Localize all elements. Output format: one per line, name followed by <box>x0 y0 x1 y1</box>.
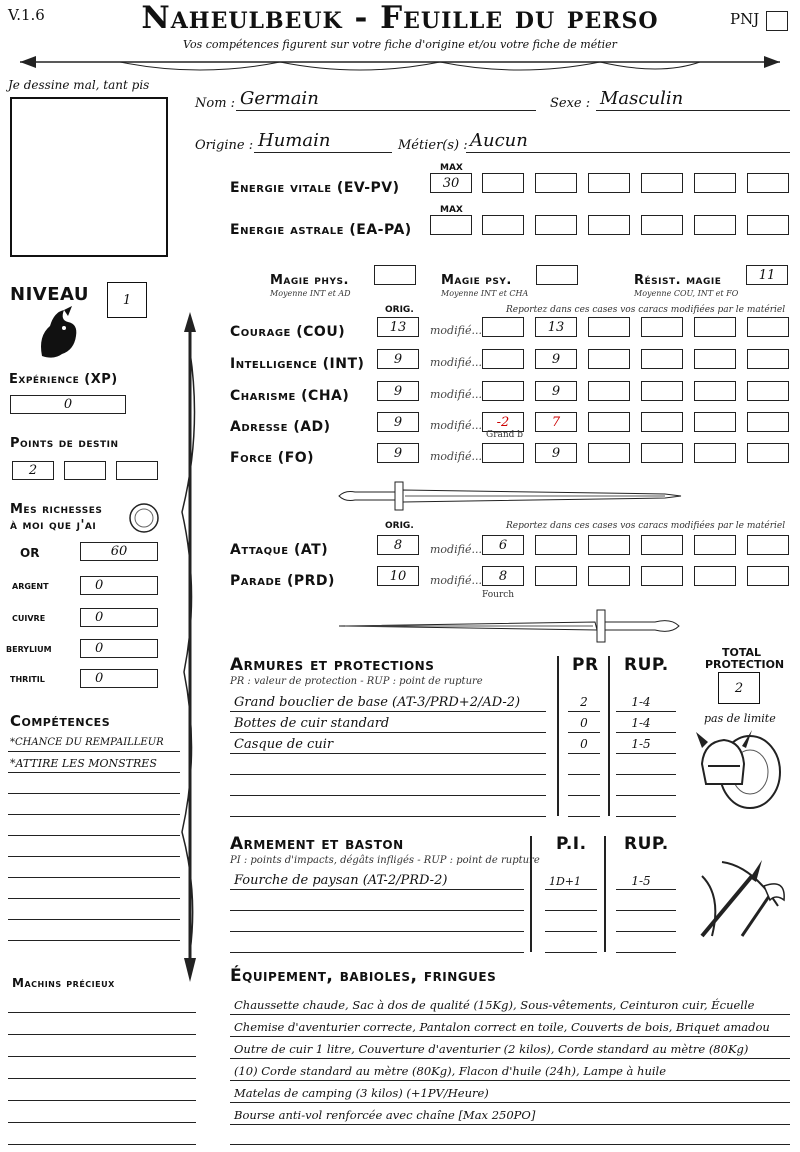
ev-box-4[interactable] <box>588 173 630 193</box>
carac-cou-mod-5[interactable] <box>694 317 736 337</box>
armure-line-1 <box>230 711 546 712</box>
armement-col-rup: RUP. <box>624 834 669 854</box>
competences-label: Compétences <box>10 712 111 730</box>
competence-line-7 <box>8 877 180 878</box>
berylium-box[interactable]: 0 <box>80 639 158 658</box>
sexe-value[interactable]: Masculin <box>600 88 684 109</box>
carac-int-mod-1[interactable] <box>482 349 524 369</box>
equipement-title: Équipement, babioles, fringues <box>230 966 497 986</box>
carac-int-modifie: modifié... <box>430 356 482 369</box>
armure-row-3-pr[interactable]: 0 <box>580 737 588 751</box>
carac-fo-mod-3[interactable] <box>588 443 630 463</box>
ea-box-3[interactable] <box>535 215 577 235</box>
competence-line-8 <box>8 898 180 899</box>
cuivre-label: cuivre <box>12 611 46 624</box>
cuivre-box[interactable]: 0 <box>80 608 158 627</box>
arme-line-2-pi <box>545 910 597 911</box>
equipement-rule-5 <box>230 1102 790 1103</box>
destin-box-2[interactable] <box>64 461 106 480</box>
attaque-mod-5[interactable] <box>694 535 736 555</box>
carac-cha-mod-1[interactable] <box>482 381 524 401</box>
pas-de-limite-label: pas de limite <box>704 712 776 725</box>
carac-int-orig[interactable]: 9 <box>377 349 419 369</box>
combat-orig-label: ORIG. <box>385 521 414 531</box>
thritil-label: thritil <box>10 672 45 685</box>
armure-row-3-rup[interactable]: 1-5 <box>631 737 651 751</box>
competence-line-9 <box>8 919 180 920</box>
armure-line-5 <box>230 795 546 796</box>
competence-2[interactable]: *ATTIRE LES MONSTRES <box>10 757 157 770</box>
thritil-box[interactable]: 0 <box>80 669 158 688</box>
carac-ad-mod-2[interactable]: 7 <box>535 412 577 432</box>
helmet-shield-icon <box>694 728 786 814</box>
attaque-modifie: modifié... <box>430 543 482 556</box>
parade-mod-3[interactable] <box>588 566 630 586</box>
arme-line-4 <box>230 952 524 953</box>
carac-cha-mod-4[interactable] <box>641 381 683 401</box>
carac-cou-orig[interactable]: 13 <box>377 317 419 337</box>
equipement-rule-2 <box>230 1036 790 1037</box>
combat-note: Reportez dans ces cases vos caracs modifiées par le matériel <box>506 521 786 531</box>
total-protection-label-1: TOTAL <box>722 646 762 659</box>
resist-magie-label: Résist. magie <box>634 273 722 288</box>
parade-mod-2[interactable] <box>535 566 577 586</box>
metier-label: Métier(s) : <box>398 138 468 153</box>
armure-row-2-rup[interactable]: 1-4 <box>631 716 651 730</box>
coin-icon <box>128 502 160 534</box>
carac-cou-mod-4[interactable] <box>641 317 683 337</box>
carac-fo-modifie: modifié... <box>430 450 482 463</box>
competence-line-6 <box>8 856 180 857</box>
carac-ad-orig[interactable]: 9 <box>377 412 419 432</box>
carac-ad-mod-4[interactable] <box>641 412 683 432</box>
equipement-line-1[interactable]: Chaussette chaude, Sac à dos de qualité (15Kg), Sous-vêtements, Ceinturon cuir, Écuelle <box>234 998 755 1012</box>
arme-row-1-rup[interactable]: 1-5 <box>631 874 651 888</box>
caracs-note: Reportez dans ces cases vos caracs modifiées par le matériel <box>506 305 786 315</box>
machins-line-7 <box>8 1144 196 1145</box>
or-label: OR <box>20 546 40 560</box>
ev-box-5[interactable] <box>641 173 683 193</box>
armure-line-6 <box>230 816 546 817</box>
carac-fo-mod-5[interactable] <box>694 443 736 463</box>
armure-line-6-pr <box>568 816 600 817</box>
attaque-orig[interactable]: 8 <box>377 535 419 555</box>
carac-ad-modifie: modifié... <box>430 419 482 432</box>
armement-divider-2 <box>604 836 606 952</box>
resist-magie-box[interactable]: 11 <box>746 265 788 285</box>
armure-line-5-pr <box>568 795 600 796</box>
ea-box-7[interactable] <box>747 215 789 235</box>
destin-label: Points de destin <box>10 436 119 451</box>
arme-line-4-rup <box>616 952 676 953</box>
competence-line-3 <box>8 793 180 794</box>
machins-line-5 <box>8 1100 196 1101</box>
machins-line-4 <box>8 1078 196 1079</box>
carac-int-mod-4[interactable] <box>641 349 683 369</box>
armures-divider-1 <box>557 656 559 816</box>
carac-int-label: Intelligence (INT) <box>230 356 365 372</box>
origine-line <box>254 152 392 153</box>
sword-icon-2 <box>335 606 685 646</box>
carac-cha-mod-5[interactable] <box>694 381 736 401</box>
equipement-line-2[interactable]: Chemise d'aventurier correcte, Pantalon correct en toile, Couverts de bois, Briquet amadou <box>234 1020 770 1034</box>
armure-row-3-name[interactable]: Casque de cuir <box>234 737 334 752</box>
portrait-box[interactable] <box>10 97 168 257</box>
ev-label: Energie vitale (EV-PV) <box>230 180 400 196</box>
caracs-orig-label: ORIG. <box>385 305 414 315</box>
or-box[interactable]: 60 <box>80 542 158 561</box>
ea-box-2[interactable] <box>482 215 524 235</box>
carac-int-mod-6[interactable] <box>747 349 789 369</box>
equipement-line-5[interactable]: Matelas de camping (3 kilos) (+1PV/Heure) <box>234 1086 489 1100</box>
carac-cou-label: Courage (COU) <box>230 324 346 340</box>
carac-ad-mod-3[interactable] <box>588 412 630 432</box>
equipement-rule-1 <box>230 1014 790 1015</box>
carac-int-mod-3[interactable] <box>588 349 630 369</box>
arme-line-2 <box>230 910 524 911</box>
carac-fo-mod-1[interactable] <box>482 443 524 463</box>
competence-line-5 <box>8 835 180 836</box>
richesses-label-2: à moi que j'ai <box>10 518 97 533</box>
page-subtitle: Vos compétences figurent sur votre fiche d'origine et/ou votre fiche de métier <box>183 38 617 51</box>
magie-psy-box[interactable] <box>536 265 578 285</box>
armure-line-2-rup <box>616 732 676 733</box>
carac-ad-label: Adresse (AD) <box>230 419 331 435</box>
armure-line-2-pr <box>568 732 600 733</box>
niveau-label: NIVEAU <box>10 284 89 305</box>
parade-note: Fourch <box>482 590 515 600</box>
carac-fo-mod-2[interactable]: 9 <box>535 443 577 463</box>
origine-value[interactable]: Humain <box>258 130 331 151</box>
arme-line-4-pi <box>545 952 597 953</box>
ev-box-6[interactable] <box>694 173 736 193</box>
carac-cha-mod-2[interactable]: 9 <box>535 381 577 401</box>
armure-line-3-pr <box>568 753 600 754</box>
machins-label: Machins précieux <box>12 976 115 990</box>
armure-line-5-rup <box>616 795 676 796</box>
ea-max-label: MAX <box>440 205 463 215</box>
armure-row-2-name[interactable]: Bottes de cuir standard <box>234 716 390 731</box>
armures-sub: PR : valeur de protection - RUP : point de rupture <box>230 676 483 687</box>
armure-line-3 <box>230 753 546 754</box>
richesses-label-1: Mes richesses <box>10 502 103 517</box>
arme-row-1-pi[interactable]: 1D+1 <box>548 875 582 888</box>
equipement-rule-7 <box>230 1144 790 1145</box>
sword-icon <box>335 478 685 514</box>
carac-cha-label: Charisme (CHA) <box>230 388 350 404</box>
carac-fo-mod-4[interactable] <box>641 443 683 463</box>
armures-divider-2 <box>608 656 610 816</box>
berylium-label: berylium <box>6 642 52 655</box>
resist-magie-sub: Moyenne COU, INT et FO <box>634 289 739 298</box>
arme-line-3-pi <box>545 931 597 932</box>
carac-ad-mod-5[interactable] <box>694 412 736 432</box>
portrait-label: Je dessine mal, tant pis <box>8 78 150 92</box>
competence-line-1 <box>8 751 180 752</box>
ev-max-box[interactable]: 30 <box>430 173 472 193</box>
arme-row-1-name[interactable]: Fourche de paysan (AT-2/PRD-2) <box>234 873 448 888</box>
armure-line-2 <box>230 732 546 733</box>
xp-label: Expérience (XP) <box>9 372 118 387</box>
page-title: Naheulbeuk - Feuille du perso <box>141 0 659 36</box>
staff-icon <box>178 312 202 982</box>
arme-line-1-pi <box>545 889 597 890</box>
ev-box-7[interactable] <box>747 173 789 193</box>
magie-phys-label: Magie phys. <box>270 273 349 288</box>
carac-fo-mod-6[interactable] <box>747 443 789 463</box>
parade-mod-5[interactable] <box>694 566 736 586</box>
armures-title: Armures et protections <box>230 655 435 675</box>
ev-box-3[interactable] <box>535 173 577 193</box>
armure-row-1-rup[interactable]: 1-4 <box>631 695 651 709</box>
armure-line-6-rup <box>616 816 676 817</box>
ea-box-4[interactable] <box>588 215 630 235</box>
sexe-line <box>596 110 790 111</box>
armures-col-rup: RUP. <box>624 655 669 675</box>
dragon-icon <box>34 306 82 362</box>
destin-box-1[interactable]: 2 <box>12 461 54 480</box>
attaque-mod-3[interactable] <box>588 535 630 555</box>
carac-cha-orig[interactable]: 9 <box>377 381 419 401</box>
parade-label: Parade (PRD) <box>230 573 335 589</box>
arme-line-3 <box>230 931 524 932</box>
arme-line-3-rup <box>616 931 676 932</box>
xp-box[interactable]: 0 <box>10 395 126 414</box>
ea-box-6[interactable] <box>694 215 736 235</box>
argent-box[interactable]: 0 <box>80 576 158 595</box>
armement-title: Armement et baston <box>230 834 404 854</box>
ea-box-5[interactable] <box>641 215 683 235</box>
competence-line-2 <box>8 772 180 773</box>
total-protection-box[interactable]: 2 <box>718 672 760 704</box>
attaque-mod-4[interactable] <box>641 535 683 555</box>
carac-cou-mod-6[interactable] <box>747 317 789 337</box>
equipement-line-3[interactable]: Outre de cuir 1 litre, Couverture d'aventurier (2 kilos), Corde standard au mètre (80Kg) <box>234 1042 749 1056</box>
metier-value[interactable]: Aucun <box>470 130 528 151</box>
nom-value[interactable]: Germain <box>240 88 319 109</box>
carac-int-mod-2[interactable]: 9 <box>535 349 577 369</box>
destin-box-3[interactable] <box>116 461 158 480</box>
total-protection-label-2: PROTECTION <box>705 658 785 671</box>
machins-line-3 <box>8 1056 196 1057</box>
machins-line-6 <box>8 1122 196 1123</box>
parade-mod-4[interactable] <box>641 566 683 586</box>
equipement-rule-6 <box>230 1124 790 1125</box>
ea-max-box[interactable] <box>430 215 472 235</box>
arme-line-2-rup <box>616 910 676 911</box>
carac-ad-note: Grand b <box>486 430 524 440</box>
carac-cou-mod-3[interactable] <box>588 317 630 337</box>
carac-cha-mod-6[interactable] <box>747 381 789 401</box>
machins-line-1 <box>8 1012 196 1013</box>
armement-sub: PI : points d'impacts, dégâts infligés - RUP : point de rupture <box>230 855 540 866</box>
equipement-line-6[interactable]: Bourse anti-vol renforcée avec chaîne [Max 250PO] <box>234 1108 536 1122</box>
ea-label: Energie astrale (EA-PA) <box>230 222 412 238</box>
machins-line-2 <box>8 1034 196 1035</box>
metier-line <box>466 152 790 153</box>
argent-label: argent <box>12 579 49 592</box>
equipement-rule-3 <box>230 1058 790 1059</box>
magie-psy-sub: Moyenne INT et CHA <box>441 289 529 298</box>
sexe-label: Sexe : <box>550 96 591 111</box>
armures-col-pr: PR <box>572 655 599 675</box>
competence-1[interactable]: *CHANCE DU REMPAILLEUR <box>10 737 164 748</box>
competence-line-10 <box>8 940 180 941</box>
parade-modifie: modifié... <box>430 574 482 587</box>
ev-max-label: MAX <box>440 163 463 173</box>
carac-cou-mod-1[interactable] <box>482 317 524 337</box>
equipement-line-4[interactable]: (10) Corde standard au mètre (80Kg), Flacon d'huile (24h), Lampe à huile <box>234 1064 667 1078</box>
magie-psy-label: Magie psy. <box>441 273 512 288</box>
parade-orig[interactable]: 10 <box>377 566 419 586</box>
attaque-mod-2[interactable] <box>535 535 577 555</box>
carac-cou-mod-2[interactable]: 13 <box>535 317 577 337</box>
armure-row-1-pr[interactable]: 2 <box>580 695 588 709</box>
arme-line-1 <box>230 889 524 890</box>
nom-line <box>236 110 536 111</box>
carac-cha-mod-3[interactable] <box>588 381 630 401</box>
pnj-label: PNJ <box>730 10 760 28</box>
origine-label: Origine : <box>195 138 254 153</box>
armure-line-1-rup <box>616 711 676 712</box>
carac-cha-modifie: modifié... <box>430 388 482 401</box>
armure-row-2-pr[interactable]: 0 <box>580 716 588 730</box>
equipement-rule-4 <box>230 1080 790 1081</box>
attaque-mod-1[interactable]: 6 <box>482 535 524 555</box>
parade-mod-6[interactable] <box>747 566 789 586</box>
armure-line-4-pr <box>568 774 600 775</box>
version-label: V.1.6 <box>8 6 45 24</box>
armure-line-1-pr <box>568 711 600 712</box>
pnj-checkbox[interactable] <box>766 11 788 31</box>
weapons-icon <box>692 856 788 942</box>
attaque-mod-6[interactable] <box>747 535 789 555</box>
niveau-box[interactable]: 1 <box>107 282 147 318</box>
magie-phys-box[interactable] <box>374 265 416 285</box>
parade-mod-1[interactable]: 8 <box>482 566 524 586</box>
carac-fo-label: Force (FO) <box>230 450 315 466</box>
magie-phys-sub: Moyenne INT et AD <box>270 289 351 298</box>
armure-line-3-rup <box>616 753 676 754</box>
carac-ad-mod-6[interactable] <box>747 412 789 432</box>
carac-int-mod-5[interactable] <box>694 349 736 369</box>
armement-divider-1 <box>530 836 532 952</box>
armure-line-4 <box>230 774 546 775</box>
ev-box-2[interactable] <box>482 173 524 193</box>
armure-line-4-rup <box>616 774 676 775</box>
carac-fo-orig[interactable]: 9 <box>377 443 419 463</box>
arrow-divider-icon <box>0 50 800 80</box>
nom-label: Nom : <box>195 96 236 111</box>
arme-line-1-rup <box>616 889 676 890</box>
carac-ad-mod-1[interactable]: -2 <box>482 412 524 432</box>
armure-row-1-name[interactable]: Grand bouclier de base (AT-3/PRD+2/AD-2) <box>234 695 521 710</box>
attaque-label: Attaque (AT) <box>230 542 329 558</box>
competence-line-4 <box>8 814 180 815</box>
armement-col-pi: P.I. <box>556 834 587 854</box>
carac-cou-modifie: modifié... <box>430 324 482 337</box>
